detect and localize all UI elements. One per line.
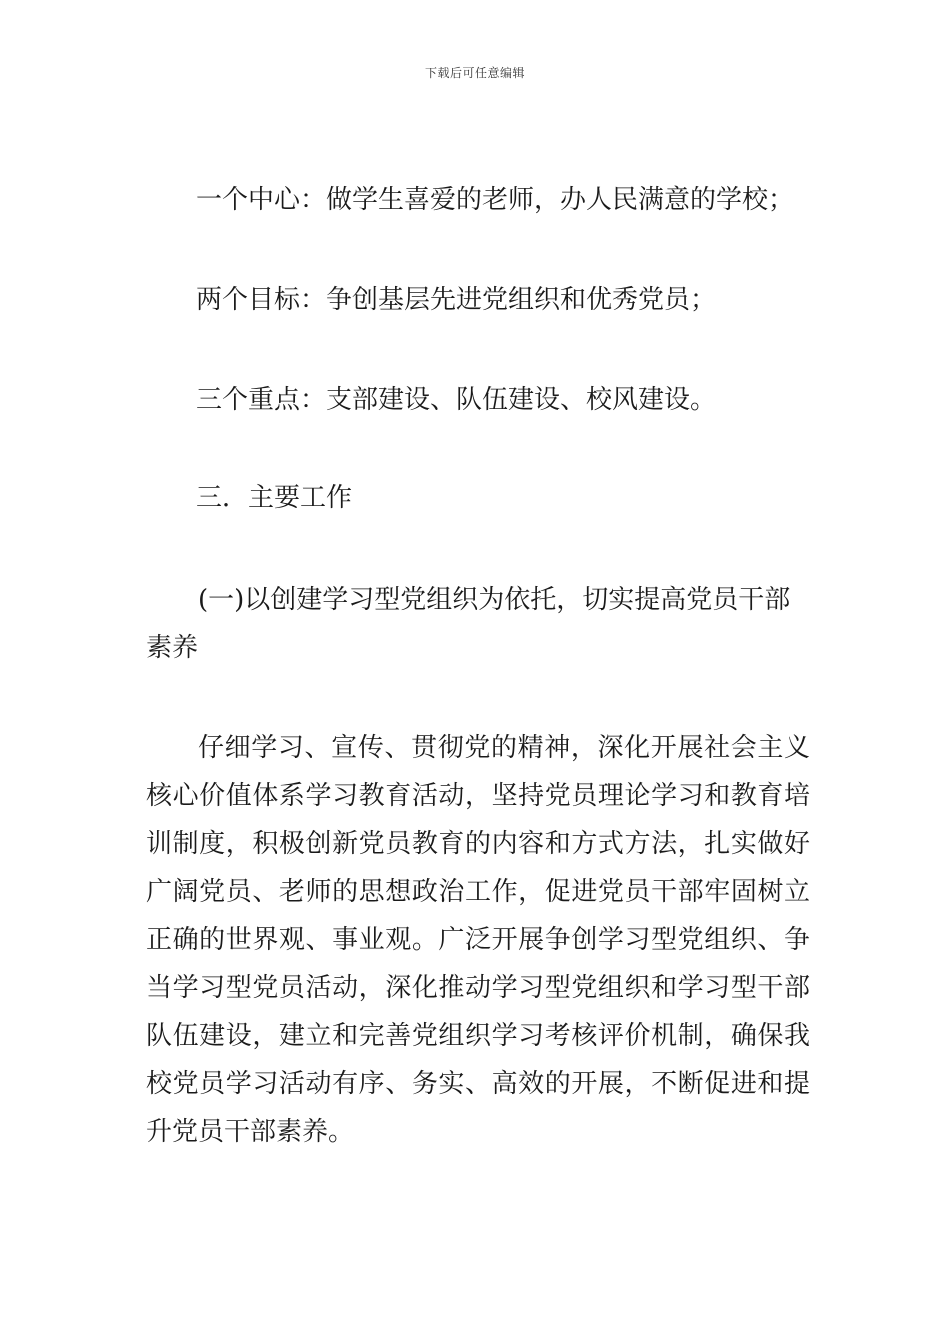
goal-line-center: 一个中心：做学生喜爱的老师，办人民满意的学校； — [196, 185, 795, 215]
header-note: 下载后可任意编辑 — [424, 66, 525, 80]
section-heading: 三．主要工作 — [196, 483, 353, 513]
subsection-heading: (一)以创建学习型党组织为依托，切实提高党员干部素养 — [146, 585, 791, 663]
body-paragraph: 仔细学习、宣传、贯彻党的精神，深化开展社会主义核心价值体系学习教育活动，坚持党员理论学习和教育培训制度，积极创新党员教育的内容和方式方法，扎实做好广阔党员、老师的思想政治工作，促进党员干部牢固树立正确的世界观、事业观。广泛开展争创学习型党组织、争当学习型党员活动，深化推动学习型党组织和学习型干部队伍建设，建立和完善党组织学习考核评价机制，确保我校党员学习活动有序、务实、高效的开展，不断促进和提升党员干部素养。 — [146, 733, 810, 1147]
goal-line-targets: 两个目标：争创基层先进党组织和优秀党员； — [196, 285, 717, 315]
goal-line-focus: 三个重点：支部建设、队伍建设、校风建设。 — [196, 385, 717, 415]
